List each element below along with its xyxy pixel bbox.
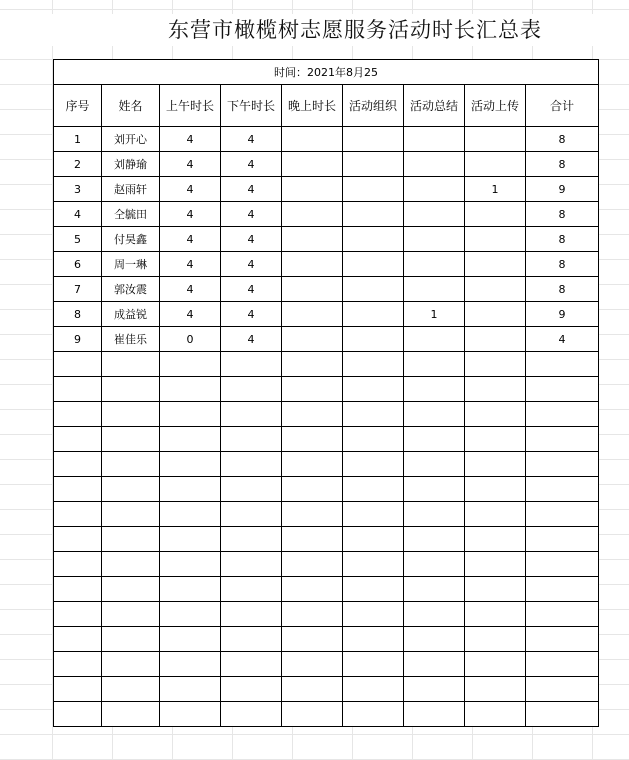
empty-cell[interactable] — [160, 377, 221, 402]
empty-cell[interactable] — [160, 502, 221, 527]
cell-upload[interactable] — [465, 302, 526, 327]
empty-cell[interactable] — [404, 477, 465, 502]
empty-table-row — [54, 477, 599, 502]
empty-cell[interactable] — [160, 402, 221, 427]
cell-summary[interactable] — [404, 127, 465, 152]
cell-afternoon[interactable]: 4 — [221, 127, 282, 152]
empty-cell[interactable] — [221, 702, 282, 727]
empty-cell[interactable] — [404, 602, 465, 627]
empty-cell[interactable] — [282, 477, 343, 502]
empty-cell[interactable] — [221, 652, 282, 677]
empty-cell[interactable] — [160, 602, 221, 627]
cell-evening[interactable] — [282, 202, 343, 227]
cell-upload[interactable] — [465, 152, 526, 177]
cell-afternoon[interactable]: 4 — [221, 277, 282, 302]
empty-cell[interactable] — [160, 427, 221, 452]
cell-name[interactable]: 郭汝震 — [102, 277, 160, 302]
cell-morning[interactable]: 4 — [160, 252, 221, 277]
cell-summary[interactable] — [404, 252, 465, 277]
cell-morning[interactable]: 4 — [160, 177, 221, 202]
empty-cell[interactable] — [343, 702, 404, 727]
cell-organize[interactable] — [343, 177, 404, 202]
date-cell[interactable]: 时间：2021年8月25 — [54, 60, 599, 85]
empty-cell[interactable] — [526, 552, 599, 577]
empty-cell[interactable] — [526, 477, 599, 502]
cell-total[interactable]: 8 — [526, 227, 599, 252]
cell-afternoon[interactable]: 4 — [221, 152, 282, 177]
empty-cell[interactable] — [404, 577, 465, 602]
empty-table-row — [54, 377, 599, 402]
table-row — [54, 302, 599, 327]
col-header-total[interactable]: 合计 — [526, 85, 599, 127]
empty-cell[interactable] — [465, 627, 526, 652]
cell-name[interactable]: 付昊鑫 — [102, 227, 160, 252]
empty-cell[interactable] — [343, 577, 404, 602]
cell-evening[interactable] — [282, 127, 343, 152]
header-row — [54, 85, 599, 127]
empty-cell[interactable] — [343, 627, 404, 652]
cell-name[interactable]: 崔佳乐 — [102, 327, 160, 352]
cell-index[interactable]: 8 — [54, 302, 102, 327]
col-header-index[interactable]: 序号 — [54, 85, 102, 127]
document-title: 东营市橄榄树志愿服务活动时长汇总表 — [0, 14, 629, 46]
cell-total[interactable]: 9 — [526, 302, 599, 327]
empty-cell[interactable] — [465, 527, 526, 552]
cell-name[interactable]: 成益锐 — [102, 302, 160, 327]
cell-evening[interactable] — [282, 327, 343, 352]
cell-upload[interactable] — [465, 277, 526, 302]
empty-cell[interactable] — [404, 427, 465, 452]
empty-cell[interactable] — [54, 627, 102, 652]
cell-index[interactable]: 2 — [54, 152, 102, 177]
empty-table-row — [54, 627, 599, 652]
cell-upload[interactable] — [465, 327, 526, 352]
cell-evening[interactable] — [282, 302, 343, 327]
cell-morning[interactable]: 4 — [160, 152, 221, 177]
empty-table-row — [54, 527, 599, 552]
empty-cell[interactable] — [404, 527, 465, 552]
empty-cell[interactable] — [343, 377, 404, 402]
empty-cell[interactable] — [221, 452, 282, 477]
col-header-evening[interactable]: 晚上时长 — [282, 85, 343, 127]
cell-total[interactable]: 8 — [526, 202, 599, 227]
table-row — [54, 202, 599, 227]
col-header-afternoon[interactable]: 下午时长 — [221, 85, 282, 127]
empty-cell[interactable] — [221, 477, 282, 502]
empty-table-row — [54, 427, 599, 452]
empty-cell[interactable] — [54, 577, 102, 602]
cell-morning[interactable]: 4 — [160, 202, 221, 227]
empty-cell[interactable] — [282, 627, 343, 652]
empty-cell[interactable] — [465, 402, 526, 427]
empty-table-row — [54, 452, 599, 477]
empty-cell[interactable] — [102, 577, 160, 602]
empty-cell[interactable] — [526, 577, 599, 602]
table-row — [54, 152, 599, 177]
empty-cell[interactable] — [526, 377, 599, 402]
cell-morning[interactable]: 4 — [160, 127, 221, 152]
empty-cell[interactable] — [404, 702, 465, 727]
empty-cell[interactable] — [404, 552, 465, 577]
cell-organize[interactable] — [343, 327, 404, 352]
cell-index[interactable]: 3 — [54, 177, 102, 202]
empty-cell[interactable] — [526, 502, 599, 527]
empty-cell[interactable] — [54, 477, 102, 502]
cell-organize[interactable] — [343, 152, 404, 177]
empty-cell[interactable] — [102, 427, 160, 452]
cell-afternoon[interactable]: 4 — [221, 302, 282, 327]
col-header-upload[interactable]: 活动上传 — [465, 85, 526, 127]
empty-cell[interactable] — [102, 402, 160, 427]
cell-afternoon[interactable]: 4 — [221, 227, 282, 252]
cell-name[interactable]: 仝毓田 — [102, 202, 160, 227]
empty-cell[interactable] — [282, 527, 343, 552]
empty-table-row — [54, 702, 599, 727]
empty-cell[interactable] — [282, 652, 343, 677]
table-row — [54, 177, 599, 202]
cell-afternoon[interactable]: 4 — [221, 177, 282, 202]
cell-evening[interactable] — [282, 177, 343, 202]
cell-total[interactable]: 4 — [526, 327, 599, 352]
empty-cell[interactable] — [221, 427, 282, 452]
table-row — [54, 277, 599, 302]
empty-cell[interactable] — [102, 452, 160, 477]
table-row — [54, 227, 599, 252]
empty-cell[interactable] — [160, 477, 221, 502]
empty-cell[interactable] — [282, 677, 343, 702]
cell-summary[interactable] — [404, 227, 465, 252]
cell-afternoon[interactable]: 4 — [221, 202, 282, 227]
cell-upload[interactable] — [465, 227, 526, 252]
volunteer-hours-table — [53, 59, 599, 727]
empty-table-row — [54, 602, 599, 627]
empty-cell[interactable] — [282, 427, 343, 452]
empty-cell[interactable] — [465, 477, 526, 502]
empty-table-row — [54, 502, 599, 527]
empty-cell[interactable] — [221, 602, 282, 627]
cell-morning[interactable]: 4 — [160, 227, 221, 252]
empty-cell[interactable] — [160, 527, 221, 552]
empty-cell[interactable] — [465, 377, 526, 402]
empty-cell[interactable] — [282, 452, 343, 477]
empty-cell[interactable] — [221, 627, 282, 652]
cell-organize[interactable] — [343, 202, 404, 227]
empty-cell[interactable] — [54, 427, 102, 452]
empty-cell[interactable] — [54, 377, 102, 402]
col-header-organize[interactable]: 活动组织 — [343, 85, 404, 127]
empty-cell[interactable] — [282, 352, 343, 377]
col-header-name[interactable]: 姓名 — [102, 85, 160, 127]
cell-summary[interactable] — [404, 277, 465, 302]
empty-cell[interactable] — [465, 552, 526, 577]
empty-cell[interactable] — [343, 477, 404, 502]
empty-cell[interactable] — [160, 627, 221, 652]
empty-cell[interactable] — [54, 677, 102, 702]
cell-summary[interactable] — [404, 327, 465, 352]
empty-cell[interactable] — [102, 677, 160, 702]
cell-afternoon[interactable]: 4 — [221, 327, 282, 352]
empty-cell[interactable] — [221, 677, 282, 702]
empty-cell[interactable] — [102, 477, 160, 502]
empty-table-row — [54, 577, 599, 602]
cell-organize[interactable] — [343, 127, 404, 152]
date-row — [54, 60, 599, 85]
cell-summary[interactable] — [404, 152, 465, 177]
empty-table-row — [54, 402, 599, 427]
empty-cell[interactable] — [102, 352, 160, 377]
empty-cell[interactable] — [404, 352, 465, 377]
empty-cell[interactable] — [160, 577, 221, 602]
table-row — [54, 127, 599, 152]
empty-cell[interactable] — [54, 602, 102, 627]
cell-afternoon[interactable]: 4 — [221, 252, 282, 277]
empty-cell[interactable] — [343, 427, 404, 452]
empty-table-row — [54, 352, 599, 377]
cell-organize[interactable] — [343, 277, 404, 302]
empty-cell[interactable] — [160, 452, 221, 477]
empty-cell[interactable] — [160, 352, 221, 377]
empty-cell[interactable] — [54, 527, 102, 552]
empty-cell[interactable] — [54, 402, 102, 427]
cell-upload[interactable] — [465, 252, 526, 277]
cell-total[interactable]: 9 — [526, 177, 599, 202]
empty-cell[interactable] — [343, 602, 404, 627]
empty-cell[interactable] — [282, 502, 343, 527]
cell-evening[interactable] — [282, 152, 343, 177]
empty-cell[interactable] — [404, 502, 465, 527]
empty-cell[interactable] — [465, 502, 526, 527]
cell-index[interactable]: 5 — [54, 227, 102, 252]
cell-index[interactable]: 6 — [54, 252, 102, 277]
empty-cell[interactable] — [102, 702, 160, 727]
empty-cell[interactable] — [221, 502, 282, 527]
cell-total[interactable]: 8 — [526, 152, 599, 177]
empty-cell[interactable] — [102, 377, 160, 402]
empty-cell[interactable] — [54, 652, 102, 677]
empty-cell[interactable] — [465, 602, 526, 627]
empty-cell[interactable] — [221, 402, 282, 427]
cell-name[interactable]: 刘静瑜 — [102, 152, 160, 177]
cell-total[interactable]: 8 — [526, 252, 599, 277]
empty-cell[interactable] — [160, 702, 221, 727]
empty-cell[interactable] — [221, 552, 282, 577]
empty-cell[interactable] — [526, 627, 599, 652]
empty-cell[interactable] — [221, 577, 282, 602]
empty-cell[interactable] — [465, 352, 526, 377]
empty-cell[interactable] — [404, 402, 465, 427]
empty-cell[interactable] — [54, 352, 102, 377]
empty-table-row — [54, 552, 599, 577]
empty-cell[interactable] — [54, 552, 102, 577]
cell-morning[interactable]: 4 — [160, 277, 221, 302]
cell-name[interactable]: 刘开心 — [102, 127, 160, 152]
cell-evening[interactable] — [282, 227, 343, 252]
empty-cell[interactable] — [526, 352, 599, 377]
cell-index[interactable]: 1 — [54, 127, 102, 152]
empty-cell[interactable] — [526, 677, 599, 702]
empty-cell[interactable] — [221, 352, 282, 377]
empty-cell[interactable] — [465, 577, 526, 602]
cell-index[interactable]: 7 — [54, 277, 102, 302]
empty-cell[interactable] — [404, 677, 465, 702]
cell-summary[interactable] — [404, 177, 465, 202]
empty-cell[interactable] — [526, 702, 599, 727]
empty-cell[interactable] — [526, 402, 599, 427]
empty-cell[interactable] — [102, 502, 160, 527]
empty-cell[interactable] — [102, 552, 160, 577]
empty-cell[interactable] — [54, 502, 102, 527]
table-row — [54, 327, 599, 352]
empty-cell[interactable] — [54, 452, 102, 477]
empty-cell[interactable] — [343, 552, 404, 577]
empty-cell[interactable] — [465, 677, 526, 702]
cell-organize[interactable] — [343, 252, 404, 277]
empty-cell[interactable] — [526, 452, 599, 477]
empty-cell[interactable] — [102, 652, 160, 677]
cell-name[interactable]: 周一琳 — [102, 252, 160, 277]
empty-cell[interactable] — [465, 452, 526, 477]
empty-cell[interactable] — [102, 602, 160, 627]
empty-cell[interactable] — [343, 402, 404, 427]
empty-cell[interactable] — [404, 452, 465, 477]
empty-cell[interactable] — [282, 552, 343, 577]
empty-cell[interactable] — [526, 602, 599, 627]
cell-organize[interactable] — [343, 227, 404, 252]
empty-cell[interactable] — [282, 702, 343, 727]
table-row — [54, 252, 599, 277]
empty-cell[interactable] — [526, 427, 599, 452]
empty-cell[interactable] — [54, 702, 102, 727]
cell-upload[interactable]: 1 — [465, 177, 526, 202]
empty-cell[interactable] — [102, 527, 160, 552]
empty-cell[interactable] — [404, 652, 465, 677]
cell-organize[interactable] — [343, 302, 404, 327]
col-header-summary[interactable]: 活动总结 — [404, 85, 465, 127]
cell-index[interactable]: 9 — [54, 327, 102, 352]
cell-evening[interactable] — [282, 277, 343, 302]
cell-index[interactable]: 4 — [54, 202, 102, 227]
cell-evening[interactable] — [282, 252, 343, 277]
empty-cell[interactable] — [404, 627, 465, 652]
cell-name[interactable]: 赵雨轩 — [102, 177, 160, 202]
empty-cell[interactable] — [465, 652, 526, 677]
empty-table-row — [54, 652, 599, 677]
empty-cell[interactable] — [102, 627, 160, 652]
cell-upload[interactable] — [465, 202, 526, 227]
empty-cell[interactable] — [343, 527, 404, 552]
cell-summary[interactable] — [404, 202, 465, 227]
cell-morning[interactable]: 4 — [160, 302, 221, 327]
empty-cell[interactable] — [160, 677, 221, 702]
empty-cell[interactable] — [343, 502, 404, 527]
cell-upload[interactable] — [465, 127, 526, 152]
empty-cell[interactable] — [160, 552, 221, 577]
empty-cell[interactable] — [221, 377, 282, 402]
empty-cell[interactable] — [526, 652, 599, 677]
cell-total[interactable]: 8 — [526, 277, 599, 302]
empty-cell[interactable] — [282, 402, 343, 427]
cell-total[interactable]: 8 — [526, 127, 599, 152]
empty-cell[interactable] — [343, 652, 404, 677]
empty-cell[interactable] — [282, 602, 343, 627]
empty-cell[interactable] — [343, 352, 404, 377]
empty-cell[interactable] — [465, 427, 526, 452]
empty-cell[interactable] — [526, 527, 599, 552]
cell-summary[interactable]: 1 — [404, 302, 465, 327]
empty-cell[interactable] — [465, 702, 526, 727]
empty-table-row — [54, 677, 599, 702]
col-header-morning[interactable]: 上午时长 — [160, 85, 221, 127]
empty-cell[interactable] — [160, 652, 221, 677]
empty-cell[interactable] — [221, 527, 282, 552]
empty-cell[interactable] — [343, 677, 404, 702]
empty-cell[interactable] — [282, 377, 343, 402]
empty-cell[interactable] — [282, 577, 343, 602]
empty-cell[interactable] — [343, 452, 404, 477]
empty-cell[interactable] — [404, 377, 465, 402]
cell-morning[interactable]: 0 — [160, 327, 221, 352]
